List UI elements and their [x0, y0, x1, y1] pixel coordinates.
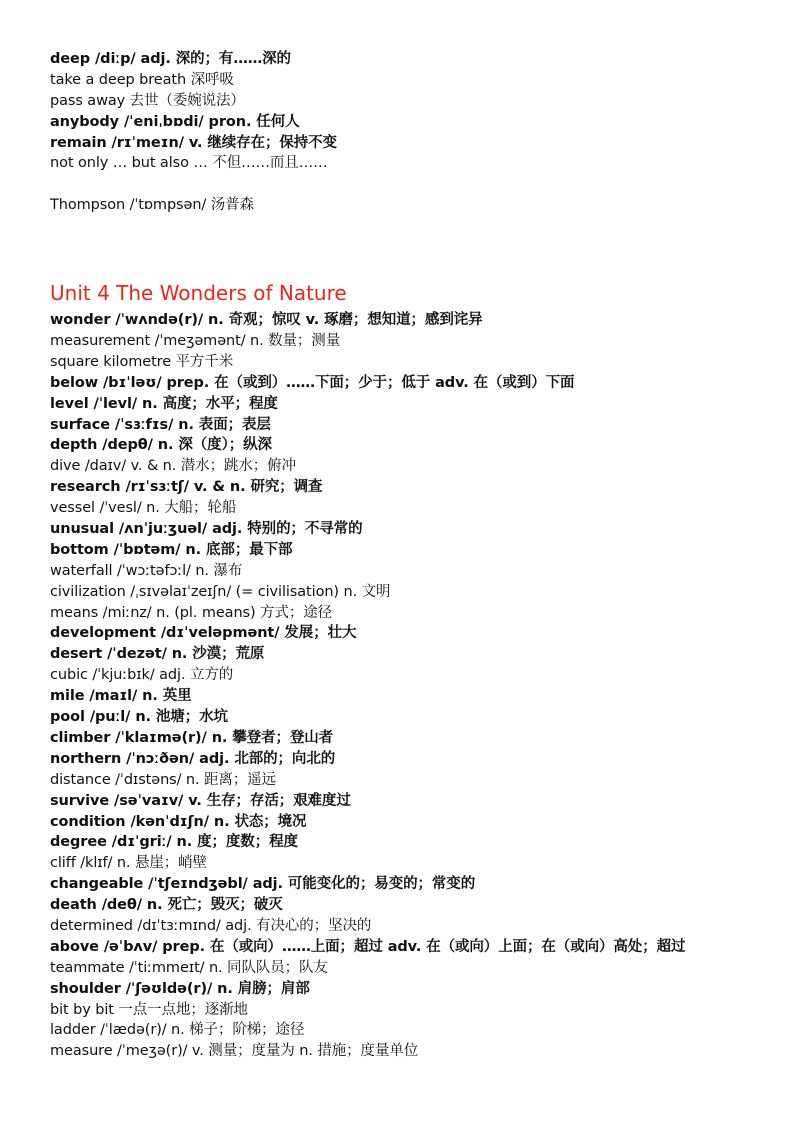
vocab-entry: measure /ˈmeʒə(r)/ v. 测量；度量为 n. 措施；度量单位	[50, 1043, 419, 1060]
vocab-entry: vessel /ˈvesl/ n. 大船；轮船	[50, 500, 237, 517]
vocab-entry: desert /ˈdezət/ n. 沙漠；荒原	[50, 646, 265, 663]
vocab-entry: distance /ˈdɪstəns/ n. 距离；遥远	[50, 771, 277, 788]
vocab-entry: wonder /ˈwʌndə(r)/ n. 奇观；惊叹 v. 琢磨；想知道；感到诧异	[50, 312, 483, 329]
unit-vocabulary-list	[50, 310, 770, 1062]
vocab-entry-name: Thompson /ˈtɒmpsən/ 汤普森	[50, 197, 254, 214]
vocab-entry: degree /dɪˈgriː/ n. 度；度数；程度	[50, 834, 298, 851]
vocab-entry: cubic /ˈkjuːbɪk/ adj. 立方的	[50, 667, 234, 684]
vocab-entry: anybody /ˈeniˌbɒdi/ pron. 任何人	[50, 113, 300, 130]
vocab-entry: deep /diːp/ adj. 深的；有……深的	[50, 51, 291, 67]
vocab-entry: determined /dɪˈtɜːmɪnd/ adj. 有决心的；坚决的	[50, 917, 372, 934]
vocab-entry: level /ˈlevl/ n. 高度；水平；程度	[50, 395, 278, 412]
vocab-entry: waterfall /ˈwɔːtəfɔːl/ n. 瀑布	[50, 562, 243, 579]
vocabulary-page	[50, 49, 770, 1062]
vocab-entry: measurement /ˈmeʒəmənt/ n. 数量；测量	[50, 333, 341, 350]
spacer	[50, 174, 770, 195]
vocab-entry: condition /kənˈdɪʃn/ n. 状态；境况	[50, 813, 307, 830]
vocab-entry: death /deθ/ n. 死亡；毁灭；破灭	[50, 897, 283, 914]
vocab-entry: square kilometre 平方千米	[50, 353, 234, 370]
vocab-entry: mile /maɪl/ n. 英里	[50, 688, 192, 705]
vocab-entry: pass away 去世（委婉说法）	[50, 92, 245, 109]
vocab-entry: northern /ˈnɔːðən/ adj. 北部的；向北的	[50, 750, 336, 767]
vocab-entry: not only … but also … 不但……而且……	[50, 155, 328, 172]
vocab-entry: take a deep breath 深呼吸	[50, 71, 234, 88]
vocab-entry: teammate /ˈtiːmmeɪt/ n. 同队队员；队友	[50, 959, 328, 976]
vocab-entry: survive /səˈvaɪv/ v. 生存；存活；艰难度过	[50, 792, 351, 809]
vocab-entry: civilization /ˌsɪvəlaɪˈzeɪʃn/ (= civilisation) n. 文明	[50, 583, 391, 600]
vocab-entry: ladder /ˈlædə(r)/ n. 梯子；阶梯；途径	[50, 1022, 305, 1039]
vocab-entry: bit by bit 一点一点地；逐渐地	[50, 1001, 248, 1018]
vocab-entry: cliff /klɪf/ n. 悬崖；峭壁	[50, 855, 207, 872]
vocab-entry: below /bɪˈləʊ/ prep. 在（或到）……下面；少于；低于 adv. 在（或到）下面	[50, 374, 575, 391]
vocab-entry: dive /daɪv/ v. & n. 潜水；跳水；俯冲	[50, 458, 296, 475]
vocab-entry: changeable /ˈtʃeɪndʒəbl/ adj. 可能变化的；易变的；常变的	[50, 876, 476, 893]
vocab-entry: bottom /ˈbɒtəm/ n. 底部；最下部	[50, 541, 293, 558]
vocab-entry: surface /ˈsɜːfɪs/ n. 表面；表层	[50, 416, 271, 433]
vocab-entry: research /rɪˈsɜːtʃ/ v. & n. 研究；调查	[50, 479, 323, 496]
vocab-entry: development /dɪˈveləpmənt/ 发展；壮大	[50, 625, 357, 642]
vocab-entry: above /əˈbʌv/ prep. 在（或向）……上面；超过 adv. 在（或向）上面；在（或向）高处；超过	[50, 938, 686, 955]
section-spacer	[50, 216, 770, 278]
vocab-entry: remain /rɪˈmeɪn/ v. 继续存在；保持不变	[50, 134, 337, 151]
vocab-entry: climber /ˈklaɪmə(r)/ n. 攀登者；登山者	[50, 729, 334, 746]
top-vocabulary-list	[50, 49, 770, 174]
unit-title: Unit 4 The Wonders of Nature	[50, 281, 347, 306]
vocab-entry: depth /depθ/ n. 深（度）；纵深	[50, 437, 272, 454]
vocab-entry: shoulder /ˈʃəʊldə(r)/ n. 肩膀；肩部	[50, 980, 310, 997]
vocab-entry: means /miːnz/ n. (pl. means) 方式；途径	[50, 604, 333, 621]
vocab-entry: pool /puːl/ n. 池塘；水坑	[50, 709, 228, 726]
vocab-entry: unusual /ʌnˈjuːʒuəl/ adj. 特别的；不寻常的	[50, 521, 363, 538]
